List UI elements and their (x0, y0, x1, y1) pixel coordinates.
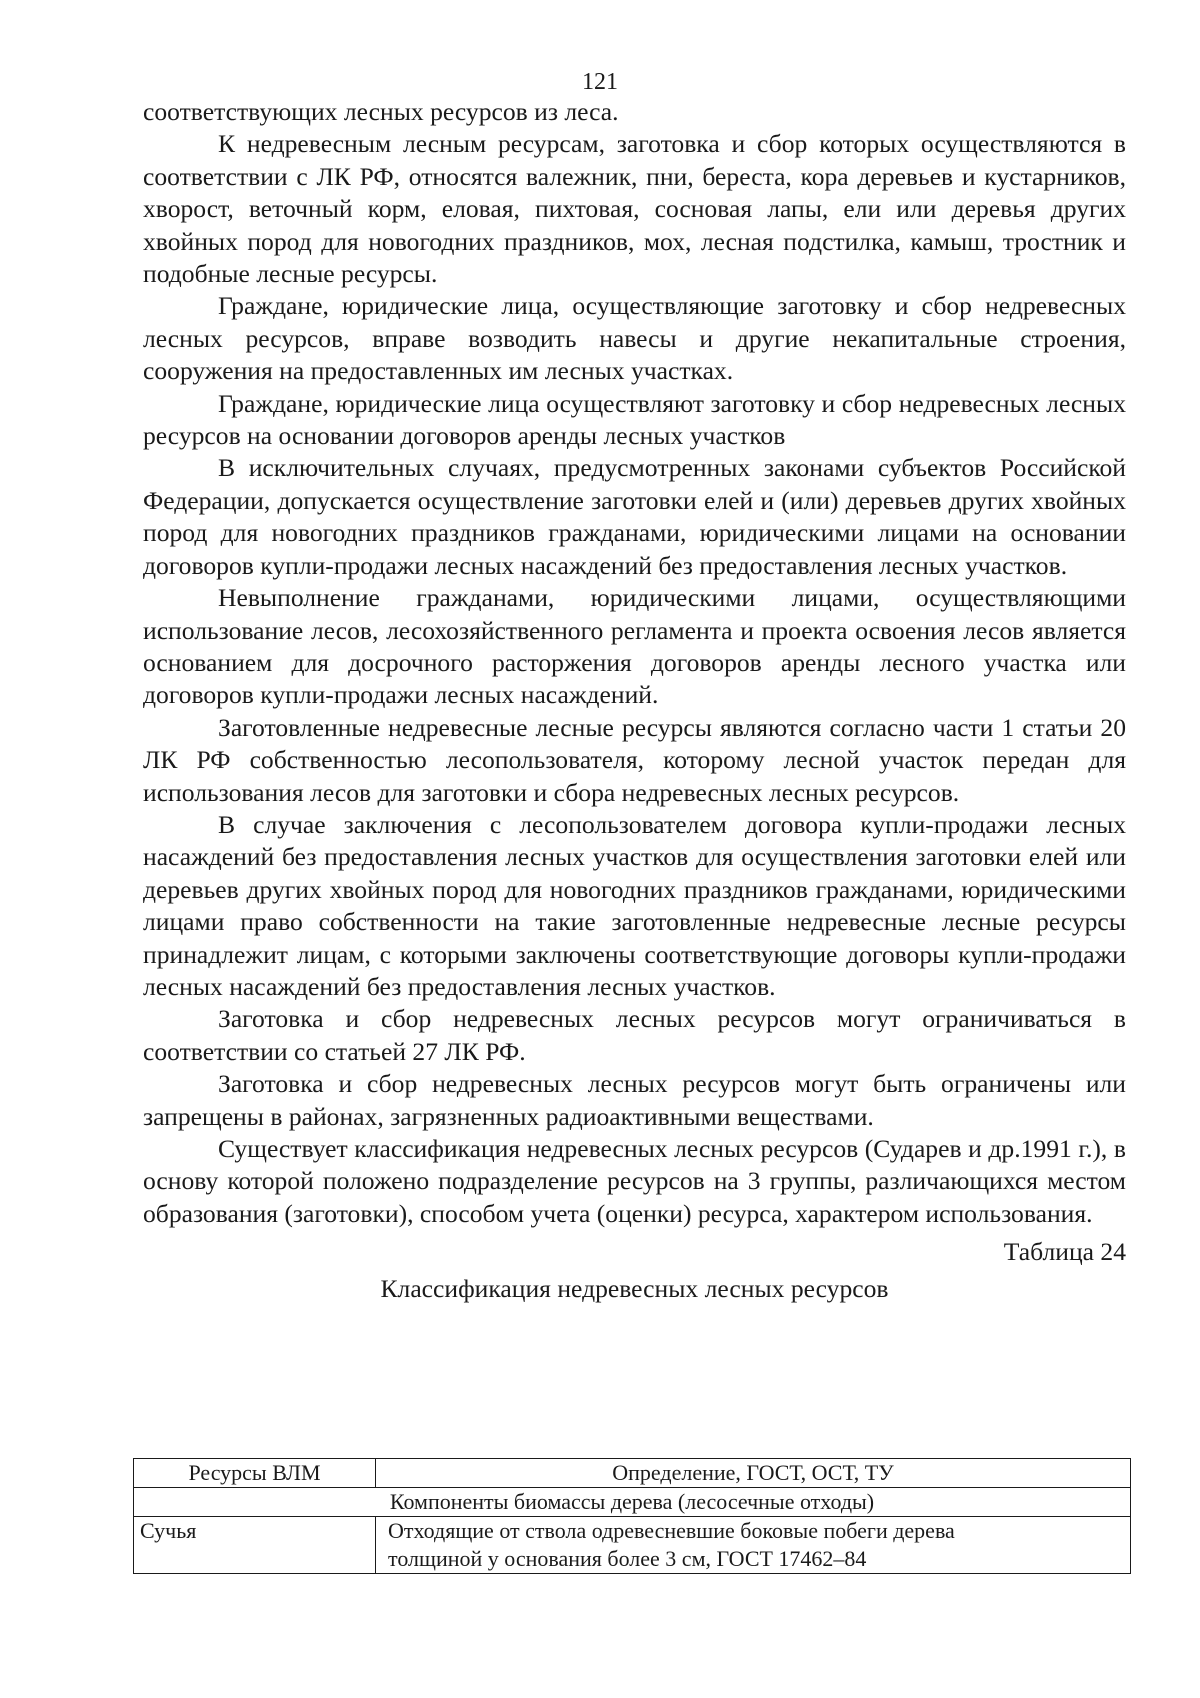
paragraph: Заготовка и сбор недревесных лесных ресурсов могут быть ограничены или запрещены в районах, загрязненных радиоактивными веществами. (143, 1069, 1126, 1131)
paragraph: Заготовленные недревесные лесные ресурсы являются согласно части 1 статьи 20 ЛК РФ собственностью лесопользователя, которому лесной участок передан для использования лесов для заготовки и сбора недревесных лесных ресурсов. (143, 712, 1126, 807)
table-section-row (134, 1488, 1131, 1517)
body-text (143, 96, 1126, 1305)
paragraph: соответствующих лесных ресурсов из леса. (143, 97, 619, 126)
table-label: Таблица 24 (1003, 1237, 1126, 1267)
definition-line: толщиной у основания более 3 см, ГОСТ 17462–84 (388, 1546, 867, 1571)
paragraph: В случае заключения с лесопользователем договора купли-продажи лесных насаждений без предоставления лесных участков для осуществления заготовки елей или деревьев других хвойных пород для новогодних праздников гражданами, юридическими лицами право собственности на такие заготовленные недревесные лесные ресурсы принадлежит лицам, с которыми заключены соответствующие договоры купли-продажи лесных насаждений без предоставления лесных участков. (143, 809, 1126, 1001)
paragraph: Заготовка и сбор недревесных лесных ресурсов могут ограничиваться в соответствии со статьей 27 ЛК РФ. (143, 1004, 1126, 1066)
resources-table-container (133, 1458, 1131, 1574)
table-cell-definition (376, 1517, 1131, 1574)
table-row (134, 1517, 1131, 1574)
table-cell-resource: Сучья (134, 1517, 376, 1574)
page-number: 121 (582, 69, 618, 95)
table-header-cell: Определение, ГОСТ, ОСТ, ТУ (376, 1459, 1131, 1488)
paragraph: В исключительных случаях, предусмотренных законами субъектов Российской Федерации, допускается осуществление заготовки елей и (или) деревьев других хвойных пород для новогодних праздников гражданами, юридическими лицами на основании договоров купли-продажи лесных насаждений без предоставления лесных участков. (143, 453, 1126, 580)
table-section-header: Компоненты биомассы дерева (лесосечные отходы) (134, 1488, 1131, 1517)
paragraph: Существует классификация недревесных лесных ресурсов (Сударев и др.1991 г.), в основу которой положено подразделение ресурсов на 3 группы, различающихся местом образования (заготовки), способом учета (оценки) ресурса, характером использования. (143, 1134, 1126, 1228)
paragraph: Невыполнение гражданами, юридическими лицами, осуществляющими использование лесов, лесохозяйственного регламента и проекта освоения лесов является основанием для досрочного расторжения договоров аренды лесного участка или договоров купли-продажи лесных насаждений. (143, 583, 1126, 710)
definition-line: Отходящие от ствола одревесневшие боковые побеги дерева (388, 1518, 955, 1543)
table-title: Классификация недревесных лесных ресурсов (380, 1273, 889, 1303)
table-header-row (134, 1459, 1131, 1488)
paragraph: Граждане, юридические лица осуществляют заготовку и сбор недревесных лесных ресурсов на основании договоров аренды лесных участков (143, 388, 1126, 451)
table-header-cell: Ресурсы ВЛМ (134, 1459, 376, 1488)
paragraph: Граждане, юридические лица, осуществляющие заготовку и сбор недревесных лесных ресурсов, вправе возводить навесы и другие некапитальные строения, сооружения на предоставленных им лесных участках. (143, 291, 1126, 386)
paragraph: К недревесным лесным ресурсам, заготовка и сбор которых осуществляются в соответствии с ЛК РФ, относятся валежник, пни, береста, кора деревьев и кустарников, хворост, веточный корм, еловая, пихтовая, сосновая лапы, ели или деревья других хвойных пород для новогодних праздников, мох, лесная подстилка, камыш, тростник и подобные лесные ресурсы. (143, 129, 1126, 289)
resources-table (133, 1458, 1131, 1574)
